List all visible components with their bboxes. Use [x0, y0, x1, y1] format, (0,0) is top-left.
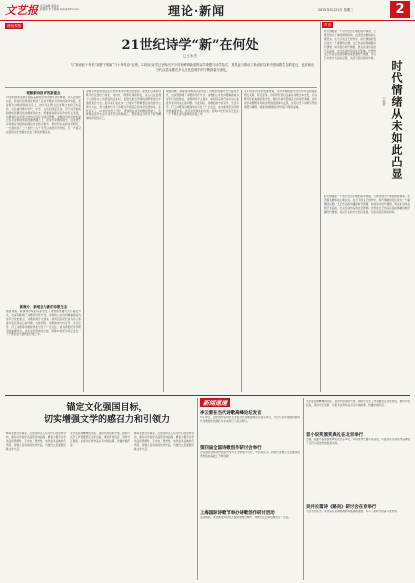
bottom-headline: [22, 402, 192, 426]
newspaper-logo: 文艺报: [5, 4, 38, 17]
article-lede: 与“新世纪十年代”视野下的新“九十年代诗”区别，21世纪诗学已呈现出不少具有鲜明新质的诗学命题与诗学范式，其见证与推动了新世纪以来中国诗歌生态的变迁，也折射出当代汉语诗歌在多元文化语境中的不断探索与深化。: [70, 63, 315, 72]
news-headline: 第四届全国诗歌创作研讨会举行: [200, 446, 262, 451]
article-column-4: 从21世纪诗学的发展来看，诗学问题的提出与诗学方法的更新相互关联、相互促进。诗学研究者们注重从诗歌文本出发，从诗歌写作的具体经验出发，提炼出具有普遍意义的诗学命题。这些诗学命题既有对新诗传统的继承与反思，也有对当下诗歌写作的观照与阐释，体现出鲜明的时代特征与理论品格。: [244, 90, 317, 109]
news-item: [306, 504, 410, 580]
news-text: 文学是民族精神的火炬，是时代前进的号角。新时代文学工作者要坚定文化自信，秉持开放包容，坚持守正创新，以更多优秀作品书写中国故事、传播中国声音。: [306, 400, 410, 407]
masthead-info: [40, 5, 79, 11]
bottom-mid-text: 文学是民族精神的火炬，是时代前进的号角。新时代文学工作者要坚定文化自信，秉持开放包容，坚持守正创新，以更多优秀作品书写中国故事、传播中国声音。: [70, 432, 130, 447]
issue-date: 2025年5月21日 星期三: [318, 8, 354, 12]
subhead-2: 新媒介、新理念与新的诗歌生态: [19, 305, 68, 309]
news-text: 活动期间，来自国内外的诗人围绕诗歌与城市、诗歌与生活等话题进行了交流。: [200, 516, 291, 519]
news-text: 日前，首届小说奖颁奖典礼在北京举行，多部优秀长篇小说获奖，评委会认为获奖作品体现了当代小说创作的较高水准。: [306, 438, 410, 445]
divider: [5, 87, 317, 88]
article-column-3: 网络诗歌、新媒体诗歌的兴起改变了诗歌的传播方式与接受方式，也深刻影响了诗歌的写作方式。诗歌的公共性问题重新成为诗学讨论的焦点，诗歌如何介入现实、如何回应时代成为诗人和批评家共同关心的问题。与此同时，诗歌的地方性写作、生态写作、打工诗歌等诗歌现象也引发了广泛关注，成为新世纪诗学研究的重要内容。这些诗学现象的出现，表明21世纪诗学正处在一个不断生成与建构的过程之中。: [166, 90, 239, 117]
news-text: 会议围绕诗歌创作的时代性与艺术性展开讨论，与会者认为，新时代诗歌应当在继承优秀传统的基础上不断创新。: [200, 451, 300, 458]
sidebar-text-2: 时代情绪是一个时代社会心理的集中体现，它既表现为个体的情感体验，也表现为群体的心理状态。在当下的文艺创作中，时代情绪的表达成为一个重要的议题。文艺作品如何捕捉时代情绪、如何表达时代情绪，既关系到作品的艺术品质，也关系到作品的社会影响。优秀的文艺作品总是能够敏锐地把握时代情绪，并以艺术的方式加以呈现，从而引起读者的共鸣。: [324, 195, 410, 214]
bottom-mid-text-2: 繁荣发展文学事业，必须坚持以人民为中心的创作导向，推动文学创作从高原迈向高峰。要着力提升文学作品的思想性、艺术性、观赏性，创作更多反映时代风貌、讴歌人民创造的优秀作品，为建设文化强国贡献文学力量。: [134, 432, 194, 451]
sidebar-title: 时代情绪从未如此凸显: [390, 60, 403, 180]
subhead-1: 理解新诗批评的新重点: [26, 91, 61, 95]
news-headline: 首小说奖颁奖典礼在北京举行: [306, 433, 364, 438]
news-section-tag: 新闻速递: [200, 398, 230, 407]
divider: [320, 22, 321, 392]
news-headline: 李云雷在当代诗歌高峰论坛发言: [200, 411, 262, 416]
news-item: [200, 445, 300, 507]
bottom-headline-line-2: 切实增强文学的感召力和引领力: [43, 415, 170, 425]
article-headline: 21世纪诗学“新”在何处: [121, 38, 259, 53]
news-item: [306, 432, 410, 498]
article-column-2: 诗歌写作经验的变化必然带来诗学观念的更新。新世纪以来的诗歌写作呈现出日常化、地方化、跨界化等新特征，诗人们在处理个人经验与公共经验的关系时，表现出更为开阔的视野和更为丰富的表达方式。批评家们也在这一过程中不断调整自身的批评立场与方法，努力建构与当下诗歌写作相适应的诗学话语体系。在此意义上，21世纪诗学之“新”，既体现在诗学命题的更新上，也体现在诗学方法与诗学范式的转换上，更体现在诗学对于时代精神的深刻回应上。: [86, 90, 161, 121]
news-text: 5月18日，由中国作家协会主办的当代诗歌高峰论坛在京举行，与会专家学者围绕新时代诗歌创作的现状与未来进行了深入研讨。: [200, 416, 300, 423]
sidebar-author: □孙荣: [382, 96, 386, 106]
article-column-1b: 网络诗歌、新媒体诗歌的兴起改变了诗歌的传播方式与接受方式，也深刻影响了诗歌的写作方式。诗歌的公共性问题重新成为诗学讨论的焦点，诗歌如何介入现实、如何回应时代成为诗人和批评家共同关心的问题。与此同时，诗歌的地方性写作、生态写作、打工诗歌等诗歌现象也引发了广泛关注，成为新世纪诗学研究的重要内容。这些诗学现象的出现，表明21世纪诗学正处在一个不断生成与建构的过程之中。: [6, 310, 81, 337]
news-headline: 上海国际诗歌节举办诗歌创作研讨活动: [200, 511, 275, 516]
sidebar-text-1: 时代情绪是一个时代社会心理的集中体现，它既表现为个体的情感体验，也表现为群体的心理状态。在当下的文艺创作中，时代情绪的表达成为一个重要的议题。文艺作品如何捕捉时代情绪、如何表达时代情绪，既关系到作品的艺术品质，也关系到作品的社会影响。优秀的文艺作品总是能够敏锐地把握时代情绪，并以艺术的方式加以呈现，从而引起读者的共鸣。: [324, 30, 376, 61]
sidebar-tag: 声音: [324, 22, 332, 27]
divider: [83, 90, 84, 392]
divider: [197, 398, 198, 580]
divider: [303, 398, 304, 580]
section-title: 理论·新闻: [168, 4, 226, 18]
page-number: 2: [390, 1, 410, 18]
divider: [5, 395, 410, 396]
bottom-headline-line-1: 锚定文化强国目标，: [66, 403, 148, 413]
news-headline: 吴井长篇诗《路向》研讨会在京举行: [306, 505, 377, 510]
news-item: [200, 410, 300, 440]
column-tag: 理论观察: [7, 23, 22, 28]
bottom-left-text: 繁荣发展文学事业，必须坚持以人民为中心的创作导向，推动文学创作从高原迈向高峰。要着力提升文学作品的思想性、艺术性、观赏性，创作更多反映时代风貌、讴歌人民创造的优秀作品，为建设文化强国贡献文学力量。: [6, 432, 66, 451]
article-author: □王永杰: [182, 54, 198, 58]
news-text: 与会专家认为，该作品以宏阔的视野和饱满的激情，书写了新时代的奋斗者形象。: [306, 510, 400, 513]
editor-line: 责任编辑 康春华: [40, 5, 59, 8]
news-item: [200, 510, 300, 576]
divider: [163, 90, 164, 392]
email-line: 新媒体 电子邮箱 wyb@163.com: [40, 8, 80, 12]
divider: [241, 90, 242, 392]
article-column-1: 21世纪的新诗批评面临着新的诗学问题与诗学情境。进入新世纪以后，新诗评论界逐步形成了以诗学理论为导向的批评实践，在处理与诗歌现场的关系上，批评家们既关注诗歌文本的艺术品质，也注重诗歌与时代、历史、文化的深层互动。对于诗学新质的辨析需要回到诗歌现场中去，既要看到新诗写作的多元景观，也要看到诗学观念的内在变化与演进逻辑。诗歌批评的有效性建立在对诗歌现象的准确把握之上，而诗学命题的提出，往往源于对诗歌写作经验的理论化总结与提升。新世纪以来的诗学研究，一方面延续了二十世纪八九十年代以来的诗学传统，另一方面又在新的文化语境中生成了新的问题意识。: [6, 96, 81, 135]
